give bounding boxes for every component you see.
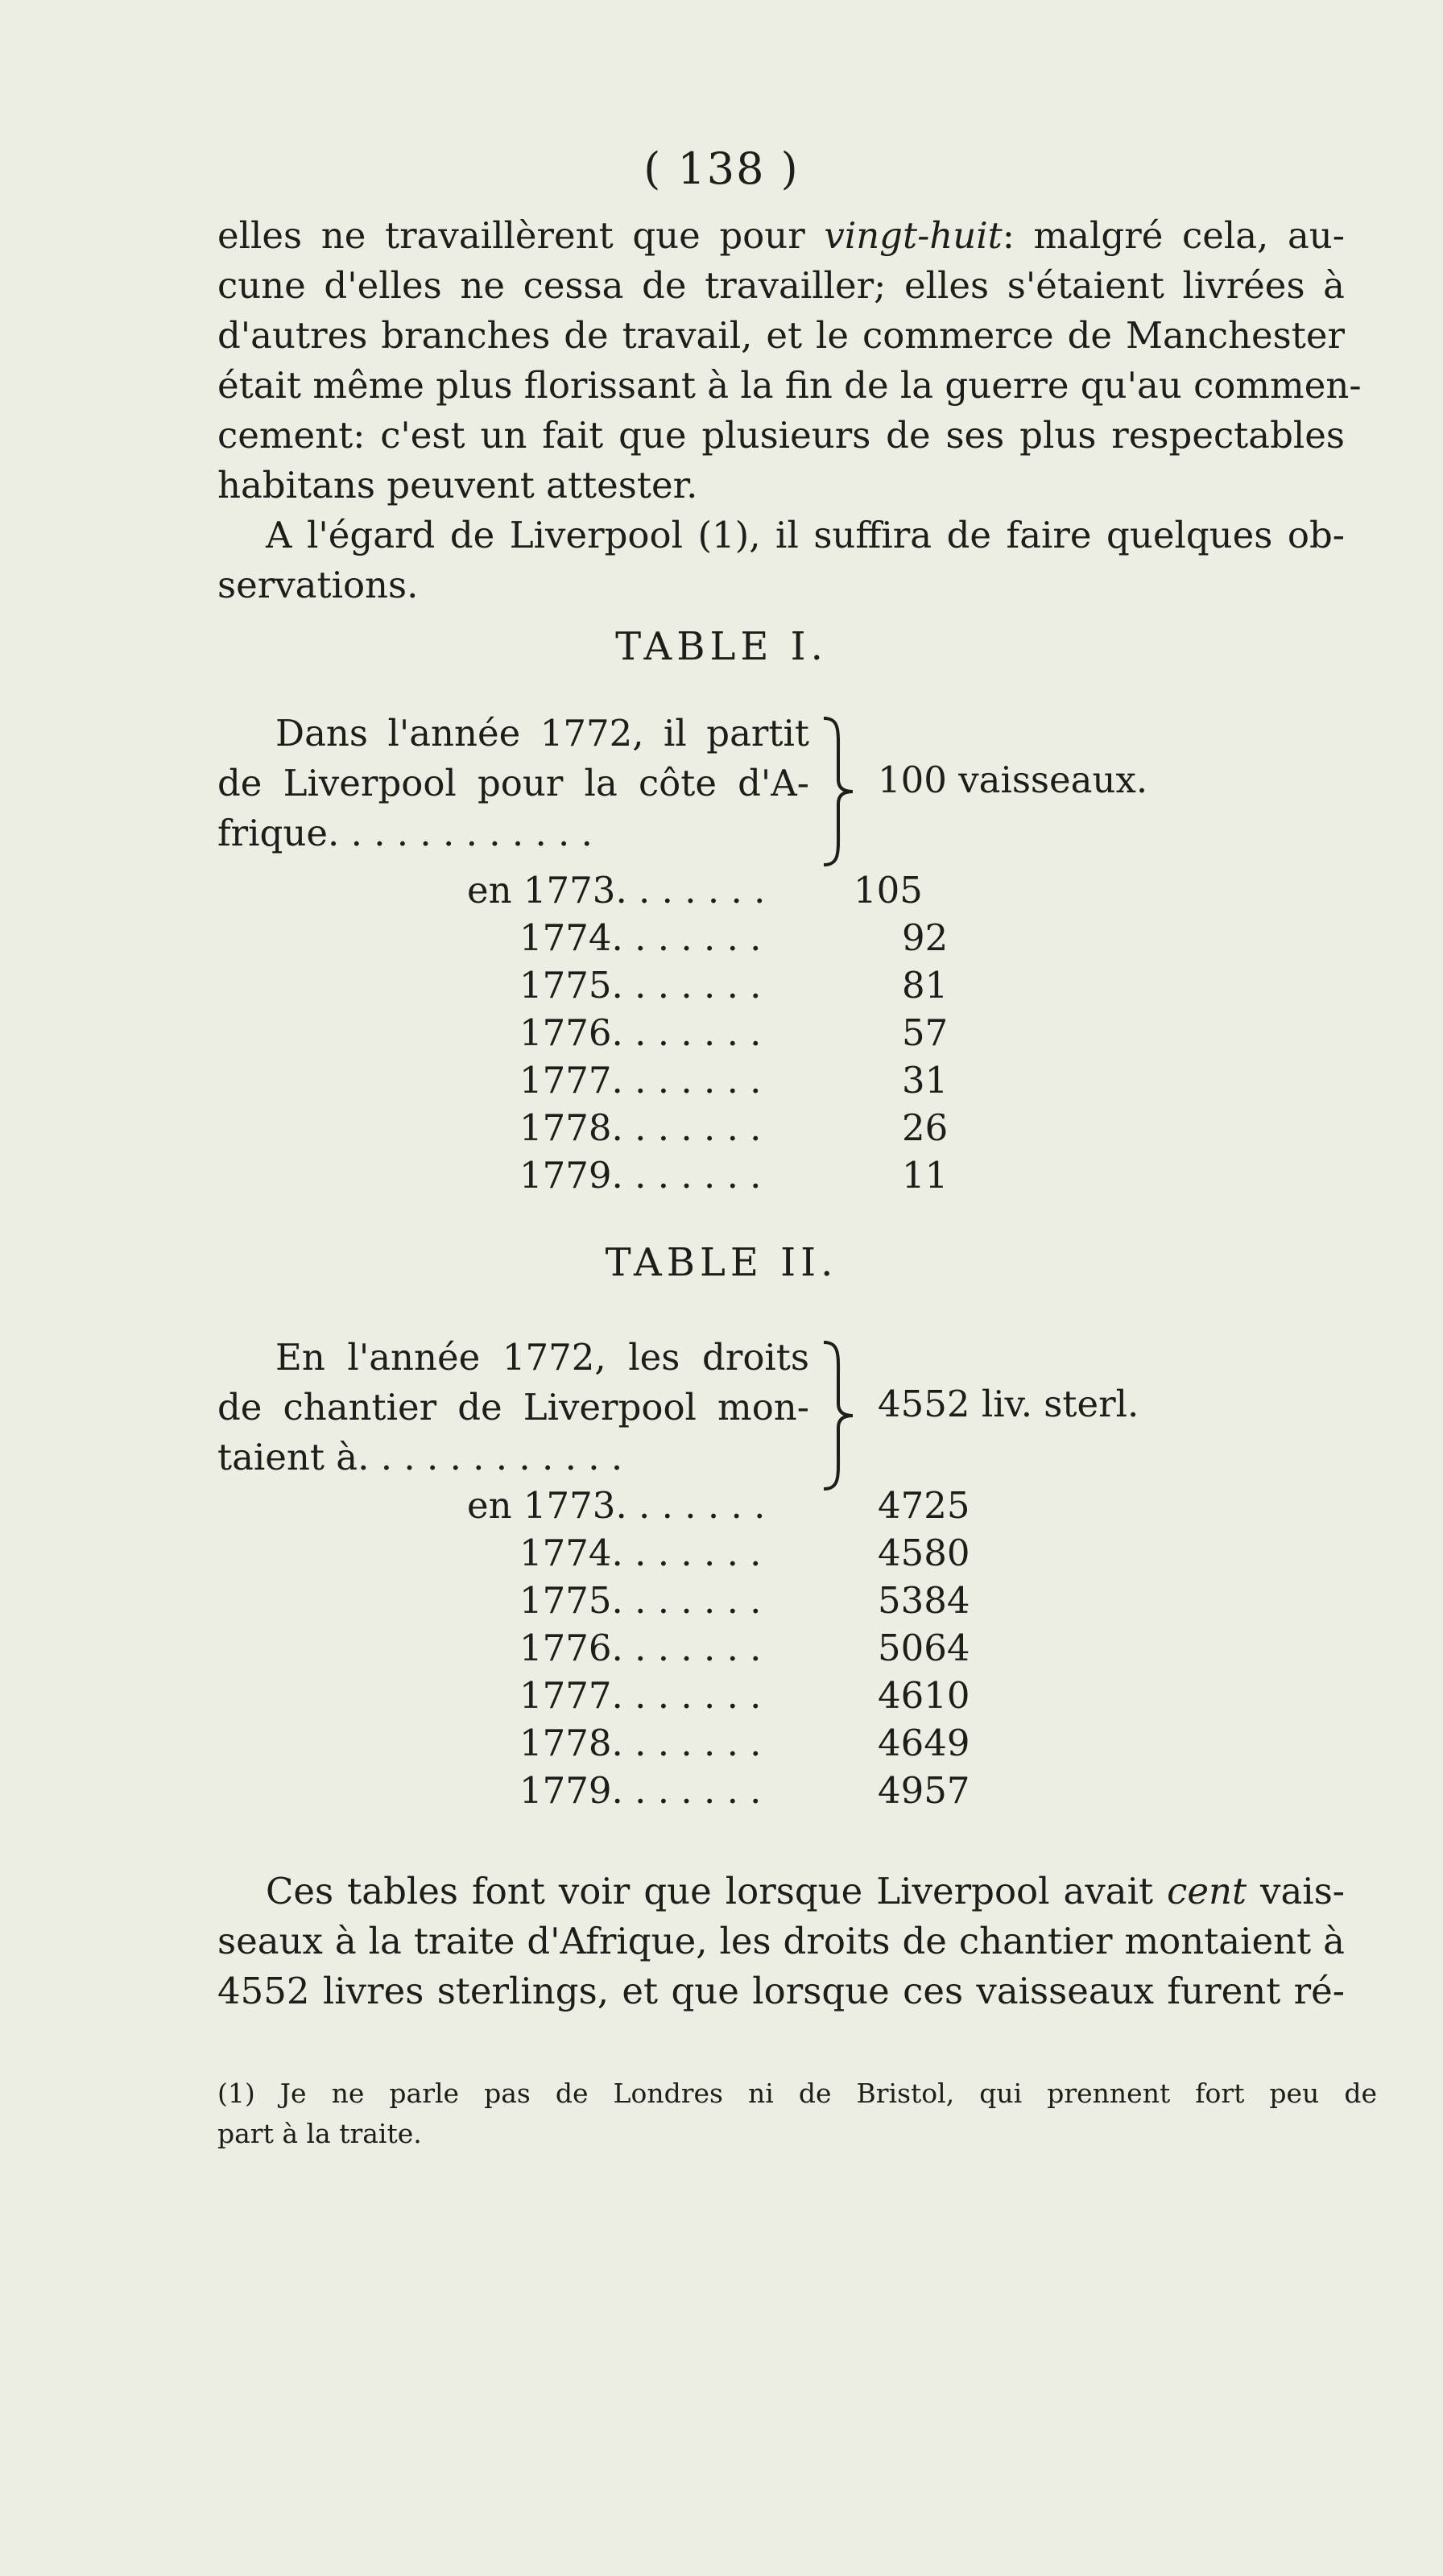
table-row-year: 1778. . . . . . . — [519, 1722, 762, 1764]
table-2-intro-text — [217, 1333, 809, 1482]
table-row — [0, 1529, 1443, 1577]
table-row — [0, 1624, 1443, 1672]
table-row — [0, 1056, 1443, 1104]
table-row-value: 4649 — [878, 1722, 970, 1764]
table-row-value: 4610 — [878, 1674, 970, 1717]
table-row-value: 57 — [902, 1011, 949, 1054]
table-row — [0, 1719, 1443, 1767]
text-line: de chantier de Liverpool mon- — [217, 1386, 809, 1429]
footnote-line: part à la traite. — [217, 2118, 422, 2149]
table-row-year: en 1773. . . . . . . — [467, 869, 766, 912]
table-row-year: 1775. . . . . . . — [519, 1579, 762, 1622]
table-1-rows — [0, 866, 1443, 1199]
curly-brace-icon — [817, 1339, 866, 1492]
table-1-intro-text — [217, 709, 809, 858]
text-line: était même plus florissant à la fin de la guerre qu'au commen- — [217, 364, 1362, 407]
table-row-value: 5064 — [878, 1627, 970, 1669]
text-line: de Liverpool pour la côte d'A- — [217, 762, 809, 804]
table-row-year: 1779. . . . . . . — [519, 1154, 762, 1197]
table-row — [0, 866, 1443, 914]
text-line: habitans peuvent attester. — [217, 464, 698, 507]
table-row-value: 105 — [854, 869, 923, 912]
text-line: elles ne travaillèrent que pour vingt-huit: malgré cela, au- — [217, 214, 1345, 257]
table-row — [0, 1152, 1443, 1199]
table-row — [0, 1672, 1443, 1719]
table-row-year: 1777. . . . . . . — [519, 1059, 762, 1102]
text-line: A l'égard de Liverpool (1), il suffira de faire quelques ob- — [266, 514, 1345, 556]
table-2-intro-value: 4552 liv. sterl. — [878, 1383, 1139, 1425]
text-line: En l'année 1772, les droits — [275, 1336, 809, 1379]
table-row-value: 5384 — [878, 1579, 970, 1622]
table-2-title: TABLE II. — [605, 1240, 838, 1285]
table-row — [0, 1009, 1443, 1056]
table-2-intro — [217, 1333, 1345, 1494]
table-row-year: 1774. . . . . . . — [519, 1532, 762, 1574]
text-line: Dans l'année 1772, il partit — [275, 712, 809, 755]
text-line: cement: c'est un fait que plusieurs de ses plus respectables — [217, 414, 1345, 457]
table-row-year: 1776. . . . . . . — [519, 1627, 762, 1669]
table-1-intro-value: 100 vaisseaux. — [878, 759, 1148, 801]
table-row-value: 81 — [902, 964, 949, 1007]
text-line: seaux à la traite d'Afrique, les droits de chantier montaient à — [217, 1920, 1345, 1962]
text-line: d'autres branches de travail, et le commerce de Manchester — [217, 314, 1345, 357]
table-row-value: 92 — [902, 916, 949, 959]
curly-brace-icon — [817, 715, 866, 868]
text-line: frique. . . . . . . . . . . . — [217, 812, 593, 854]
table-row — [0, 1482, 1443, 1529]
table-1-title: TABLE I. — [615, 624, 828, 669]
table-row-year: 1775. . . . . . . — [519, 964, 762, 1007]
table-row — [0, 1577, 1443, 1624]
table-row-value: 11 — [902, 1154, 949, 1197]
table-row-value: 26 — [902, 1106, 949, 1149]
table-row-value: 31 — [902, 1059, 949, 1102]
table-row — [0, 1104, 1443, 1152]
table-row-value: 4957 — [878, 1769, 970, 1812]
paragraph-conclusion — [217, 1867, 1345, 2016]
table-2-rows — [0, 1482, 1443, 1814]
footnote — [217, 2074, 1377, 2154]
table-row-year: 1777. . . . . . . — [519, 1674, 762, 1717]
table-row-year: en 1773. . . . . . . — [467, 1484, 766, 1527]
table-row-year: 1778. . . . . . . — [519, 1106, 762, 1149]
footnote-line: (1) Je ne parle pas de Londres ni de Bristol, qui prennent fort peu de — [217, 2078, 1377, 2109]
table-row — [0, 914, 1443, 961]
text-line: Ces tables font voir que lorsque Liverpool avait cent vais- — [266, 1870, 1345, 1912]
text-line: servations. — [217, 564, 419, 606]
table-row-value: 4725 — [878, 1484, 970, 1527]
text-line: taient à. . . . . . . . . . . . — [217, 1436, 623, 1478]
paragraph-liverpool — [217, 511, 1345, 610]
table-row-year: 1779. . . . . . . — [519, 1769, 762, 1812]
paragraph-manchester — [217, 211, 1362, 511]
table-row — [0, 1767, 1443, 1814]
table-row-year: 1776. . . . . . . — [519, 1011, 762, 1054]
text-line: cune d'elles ne cessa de travailler; elles s'étaient livrées à — [217, 264, 1345, 307]
table-row — [0, 961, 1443, 1009]
table-1-intro — [217, 709, 1345, 870]
page-number: ( 138 ) — [643, 143, 800, 194]
table-row-year: 1774. . . . . . . — [519, 916, 762, 959]
text-line: 4552 livres sterlings, et que lorsque ces vaisseaux furent ré- — [217, 1970, 1345, 2012]
table-row-value: 4580 — [878, 1532, 970, 1574]
